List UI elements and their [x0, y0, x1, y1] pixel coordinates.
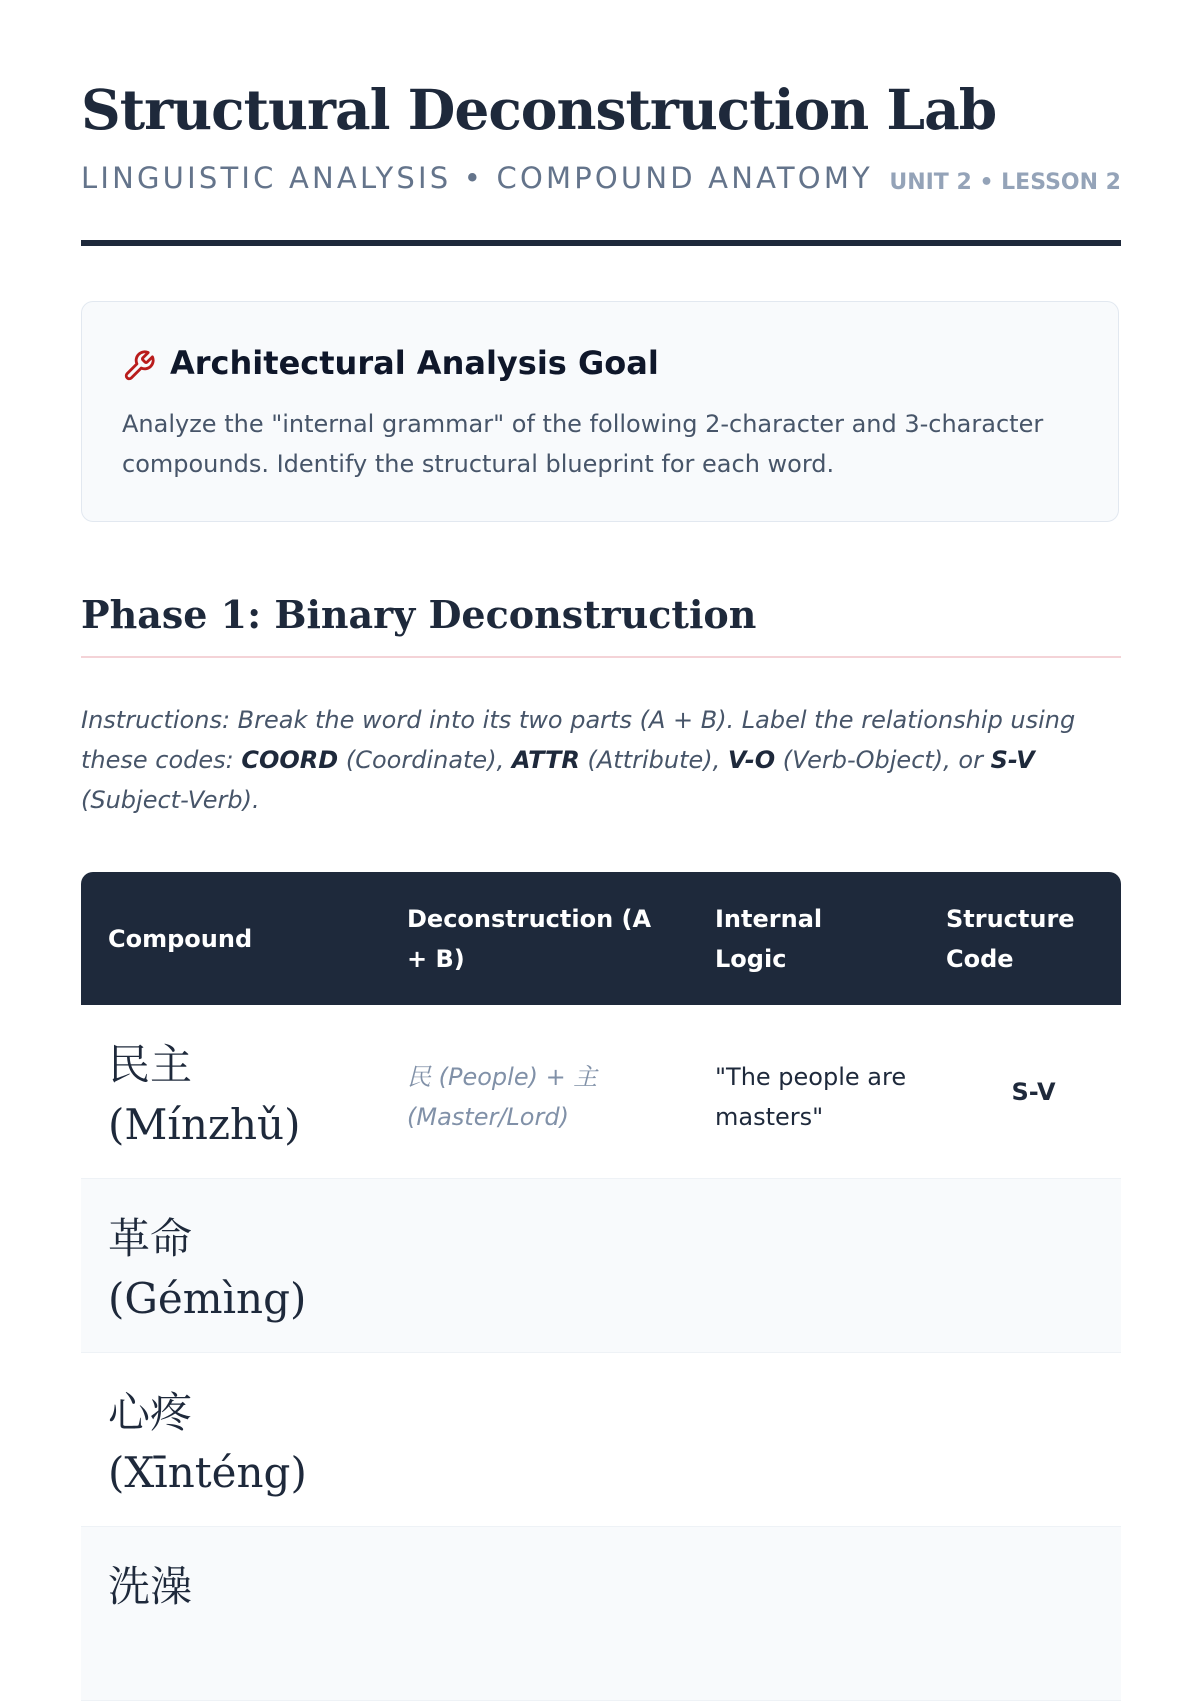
compound-hanzi: 洗澡	[108, 1562, 193, 1611]
unit-lesson-label: UNIT 2 • LESSON 2	[889, 170, 1121, 195]
compound-hanzi: 革命	[108, 1214, 193, 1263]
structure-code-cell[interactable]: S-V	[1011, 1078, 1056, 1106]
column-header-code: Structure Code	[946, 904, 1075, 973]
phase-title: Phase 1: Binary Deconstruction	[81, 592, 757, 637]
column-header-deconstruction: Deconstruction (A + B)	[407, 904, 652, 973]
structure-code-cell[interactable]	[946, 1179, 1121, 1353]
column-header-logic: Internal Logic	[715, 904, 823, 973]
code-sv-desc: (Subject-Verb).	[81, 786, 260, 814]
compound-hanzi: 心疼	[108, 1388, 193, 1437]
instructions-text	[81, 700, 1101, 820]
wrench-icon	[122, 349, 156, 383]
compound-cell	[108, 1557, 398, 1617]
compound-hanzi: 民主	[108, 1040, 193, 1089]
table-row	[81, 1527, 1121, 1701]
code-coord: COORD	[241, 746, 339, 774]
table-row	[81, 1179, 1121, 1353]
page-subtitle: LINGUISTIC ANALYSIS • COMPOUND ANATOMY	[81, 161, 873, 195]
logic-cell[interactable]: "The people are masters"	[715, 1063, 907, 1131]
compound-pinyin: (Mínzhǔ)	[108, 1100, 301, 1149]
table-header	[81, 872, 1121, 1005]
table-row	[81, 1353, 1121, 1527]
goal-text: Analyze the "internal grammar" of the following 2-character and 3-character compounds. Identify the structural blueprint for each word.	[122, 410, 1044, 478]
column-header-compound: Compound	[108, 924, 253, 953]
goal-card	[81, 301, 1119, 522]
structure-code-cell[interactable]	[946, 1527, 1121, 1701]
compound-cell	[108, 1035, 398, 1155]
deconstruction-table	[81, 872, 1121, 1701]
compound-cell	[108, 1383, 398, 1503]
deconstruction-cell[interactable]: 民 (People) + 主 (Master/Lord)	[407, 1063, 598, 1131]
phase-divider	[81, 656, 1121, 658]
code-coord-desc: (Coordinate),	[338, 746, 512, 774]
compound-cell	[108, 1209, 398, 1329]
table-row	[81, 1005, 1121, 1179]
goal-heading: Architectural Analysis Goal	[170, 344, 659, 382]
code-attr: ATTR	[511, 746, 580, 774]
structure-code-cell[interactable]	[946, 1353, 1121, 1527]
instructions-lead: Instructions: Break the word into its two parts (A + B). Label the relationship using these codes:	[81, 706, 1076, 774]
header-divider	[81, 240, 1121, 246]
code-sv: S-V	[990, 746, 1035, 774]
page-title: Structural Deconstruction Lab	[81, 77, 997, 142]
compound-pinyin: (Gémìng)	[108, 1274, 307, 1323]
compound-pinyin: (Xīnténg)	[108, 1448, 307, 1497]
code-vo: V-O	[727, 746, 776, 774]
code-attr-desc: (Attribute),	[579, 746, 728, 774]
code-vo-desc: (Verb-Object), or	[775, 746, 991, 774]
